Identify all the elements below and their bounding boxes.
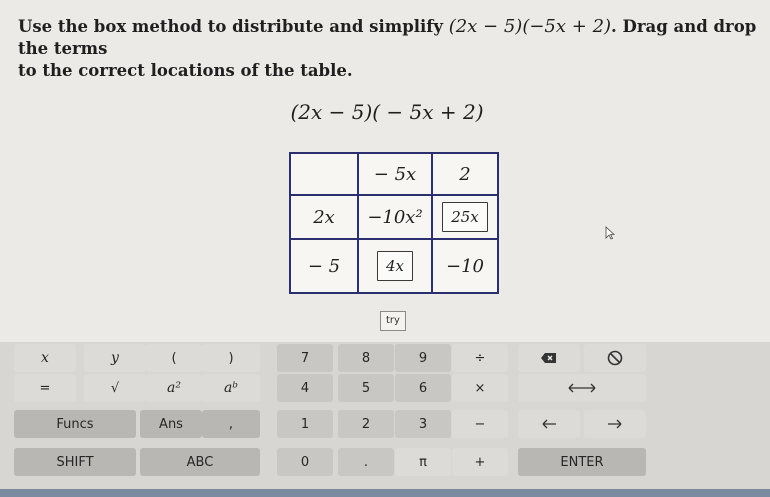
row-label: 2x <box>290 195 358 239</box>
key-square[interactable]: a² <box>146 374 202 402</box>
key-plus[interactable]: + <box>452 448 508 476</box>
enter-button[interactable]: ENTER <box>518 448 646 476</box>
left-arrow-icon <box>541 419 557 429</box>
key-divide[interactable]: ÷ <box>452 344 508 372</box>
key-equals[interactable]: = <box>14 374 76 402</box>
math-keypad <box>0 342 770 497</box>
key-7[interactable]: 7 <box>277 344 333 372</box>
prompt-line1-suffix: . Drag and drop the terms <box>18 17 757 58</box>
prompt-math: (2x − 5)(−5x + 2) <box>448 16 612 37</box>
left-right-arrow-icon <box>567 383 597 393</box>
key-pi[interactable]: π <box>395 448 451 476</box>
key-x[interactable]: x <box>14 344 76 372</box>
expression: (2x − 5)( − 5x + 2) <box>290 100 484 124</box>
question-prompt <box>18 16 758 82</box>
key-comma[interactable]: , <box>202 410 260 438</box>
header-cell: − 5x <box>358 153 432 195</box>
key-multiply[interactable]: × <box>452 374 508 402</box>
corner-cell <box>290 153 358 195</box>
term-tile[interactable]: 25x <box>442 202 488 232</box>
key-8[interactable]: 8 <box>338 344 394 372</box>
clear-key[interactable] <box>584 344 646 372</box>
key-5[interactable]: 5 <box>338 374 394 402</box>
bottom-bar <box>0 489 770 497</box>
product-cell: −10x² <box>358 195 432 239</box>
funcs-button[interactable]: Funcs <box>14 410 136 438</box>
clear-icon <box>607 350 623 366</box>
left-arrow-key[interactable] <box>518 410 580 438</box>
backspace-key[interactable] <box>518 344 580 372</box>
key-6[interactable]: 6 <box>395 374 451 402</box>
abc-button[interactable]: ABC <box>140 448 260 476</box>
term-tile[interactable]: 4x <box>377 251 413 281</box>
key-close-paren[interactable]: ) <box>202 344 260 372</box>
ans-button[interactable]: Ans <box>140 410 202 438</box>
key-9[interactable]: 9 <box>395 344 451 372</box>
left-right-arrow-key[interactable] <box>518 374 646 402</box>
key-open-paren[interactable]: ( <box>146 344 202 372</box>
prompt-line1-prefix: Use the box method to distribute and simplify <box>18 17 449 36</box>
key-sqrt[interactable]: √ <box>84 374 146 402</box>
key-power[interactable]: aᵇ <box>202 374 260 402</box>
key-y[interactable]: y <box>84 344 146 372</box>
header-cell: 2 <box>432 153 498 195</box>
prompt-line2: to the correct locations of the table. <box>18 61 353 80</box>
key-0[interactable]: 0 <box>277 448 333 476</box>
shift-button[interactable]: SHIFT <box>14 448 136 476</box>
key-decimal[interactable]: . <box>338 448 394 476</box>
product-cell: −10 <box>432 239 498 293</box>
try-button[interactable]: try <box>380 311 406 331</box>
drop-cell[interactable] <box>358 239 432 293</box>
backspace-icon <box>540 352 558 364</box>
box-method-table <box>289 152 499 294</box>
key-4[interactable]: 4 <box>277 374 333 402</box>
row-label: − 5 <box>290 239 358 293</box>
drop-cell[interactable] <box>432 195 498 239</box>
right-arrow-icon <box>607 419 623 429</box>
key-3[interactable]: 3 <box>395 410 451 438</box>
mouse-pointer-icon <box>605 226 615 240</box>
key-1[interactable]: 1 <box>277 410 333 438</box>
right-arrow-key[interactable] <box>584 410 646 438</box>
key-2[interactable]: 2 <box>338 410 394 438</box>
key-minus[interactable]: − <box>452 410 508 438</box>
